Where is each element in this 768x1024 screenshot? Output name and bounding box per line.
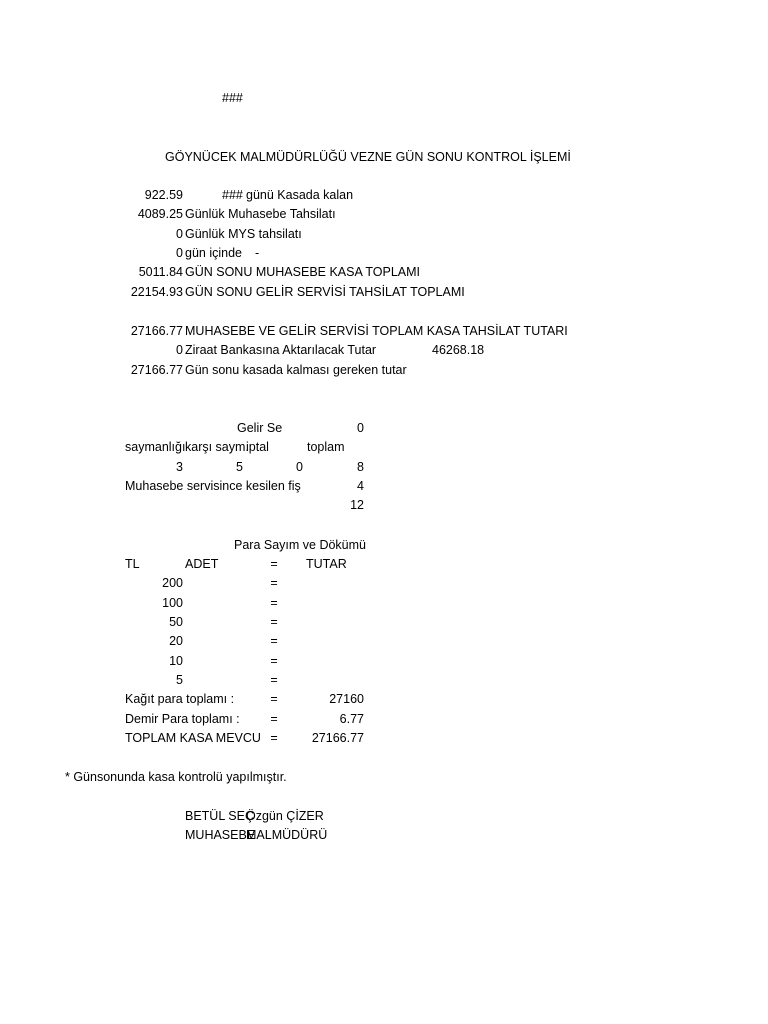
signer2-title: MALMÜDÜRÜ <box>246 828 328 842</box>
count-col-eq: = <box>270 557 278 571</box>
summary-amount: 4089.25 <box>137 207 183 221</box>
header-date: ### <box>222 91 243 105</box>
summary-amount: 27166.77 <box>130 363 183 377</box>
summary-label: Ziraat Bankasına Aktarılacak Tutar <box>185 343 377 357</box>
denomination: 50 <box>169 615 183 629</box>
summary-amount: 5011.84 <box>138 265 183 279</box>
denomination-eq: = <box>270 634 278 648</box>
summary-amount: 0 <box>176 246 183 260</box>
summary-label: Günlük Muhasebe Tahsilatı <box>185 207 336 221</box>
denomination-eq: = <box>270 576 278 590</box>
paper-total-eq: = <box>270 692 278 706</box>
receipt-header: iptal <box>246 440 269 454</box>
coin-total-value: 6.77 <box>339 712 364 726</box>
denomination-eq: = <box>270 654 278 668</box>
summary-suffix: - <box>255 246 260 260</box>
count-title: Para Sayım ve Dökümü <box>234 538 366 552</box>
receipt-value: 3 <box>176 460 183 474</box>
muhasebe-label: Muhasebe servisince kesilen fiş <box>125 479 301 493</box>
denomination-eq: = <box>270 615 278 629</box>
cash-total-eq: = <box>270 731 278 745</box>
denomination-eq: = <box>270 673 278 687</box>
count-col-tutar: TUTAR <box>306 557 347 571</box>
cash-total-value: 27166.77 <box>311 731 364 745</box>
summary-label: MUHASEBE VE GELİR SERVİSİ TOPLAM KASA TAHSİLAT TUTARI <box>185 324 568 338</box>
signer1-name: BETÜL SEÇ <box>185 809 255 823</box>
signer1-title: MUHASEBE <box>185 828 256 842</box>
paper-total-label: Kağıt para toplamı : <box>125 692 235 706</box>
receipt-value: 0 <box>296 460 303 474</box>
summary-prefix: ### <box>222 188 243 202</box>
receipt-value: 8 <box>357 460 364 474</box>
muhasebe-value: 4 <box>357 479 364 493</box>
summary-amount: 0 <box>176 343 183 357</box>
footer-note: * Günsonunda kasa kontrolü yapılmıştır. <box>65 770 287 784</box>
receipt-header: toplam <box>307 440 345 454</box>
page-title: GÖYNÜCEK MALMÜDÜRLÜĞÜ VEZNE GÜN SONU KONTROL İŞLEMİ <box>165 150 571 164</box>
summary-amount: 27166.77 <box>130 324 183 338</box>
summary-label: Gün sonu kasada kalması gereken tutar <box>185 363 407 377</box>
coin-total-label: Demir Para toplamı : <box>125 712 240 726</box>
summary-extra: 46268.18 <box>432 343 485 357</box>
denomination-eq: = <box>270 596 278 610</box>
summary-amount: 0 <box>176 227 183 241</box>
summary-label: gün içinde <box>185 246 242 260</box>
summary-label: GÜN SONU GELİR SERVİSİ TAHSİLAT TOPLAMI <box>185 285 465 299</box>
summary-label: GÜN SONU MUHASEBE KASA TOPLAMI <box>185 265 421 279</box>
denomination: 200 <box>162 576 183 590</box>
coin-total-eq: = <box>270 712 278 726</box>
summary-amount: 922.59 <box>144 188 183 202</box>
summary-label: Günlük MYS tahsilatı <box>185 227 302 241</box>
receipt-header: karşı saym. <box>185 440 249 454</box>
count-col-tl: TL <box>125 557 140 571</box>
cash-total-label: TOPLAM KASA MEVCU <box>125 731 261 745</box>
count-col-adet: ADET <box>185 557 219 571</box>
receipt-header: saymanlığı <box>125 440 186 454</box>
summary-label: günü Kasada kalan <box>246 188 354 202</box>
paper-total-value: 27160 <box>329 692 364 706</box>
denomination: 100 <box>162 596 183 610</box>
signer2-name: Özgün ÇİZER <box>246 809 324 823</box>
receipt-grand-total: 12 <box>350 498 364 512</box>
denomination: 20 <box>169 634 183 648</box>
summary-amount: 22154.93 <box>130 285 183 299</box>
denomination: 5 <box>176 673 183 687</box>
gelir-value: 0 <box>357 421 364 435</box>
denomination: 10 <box>169 654 183 668</box>
receipt-value: 5 <box>236 460 243 474</box>
gelir-label: Gelir Se <box>237 421 283 435</box>
